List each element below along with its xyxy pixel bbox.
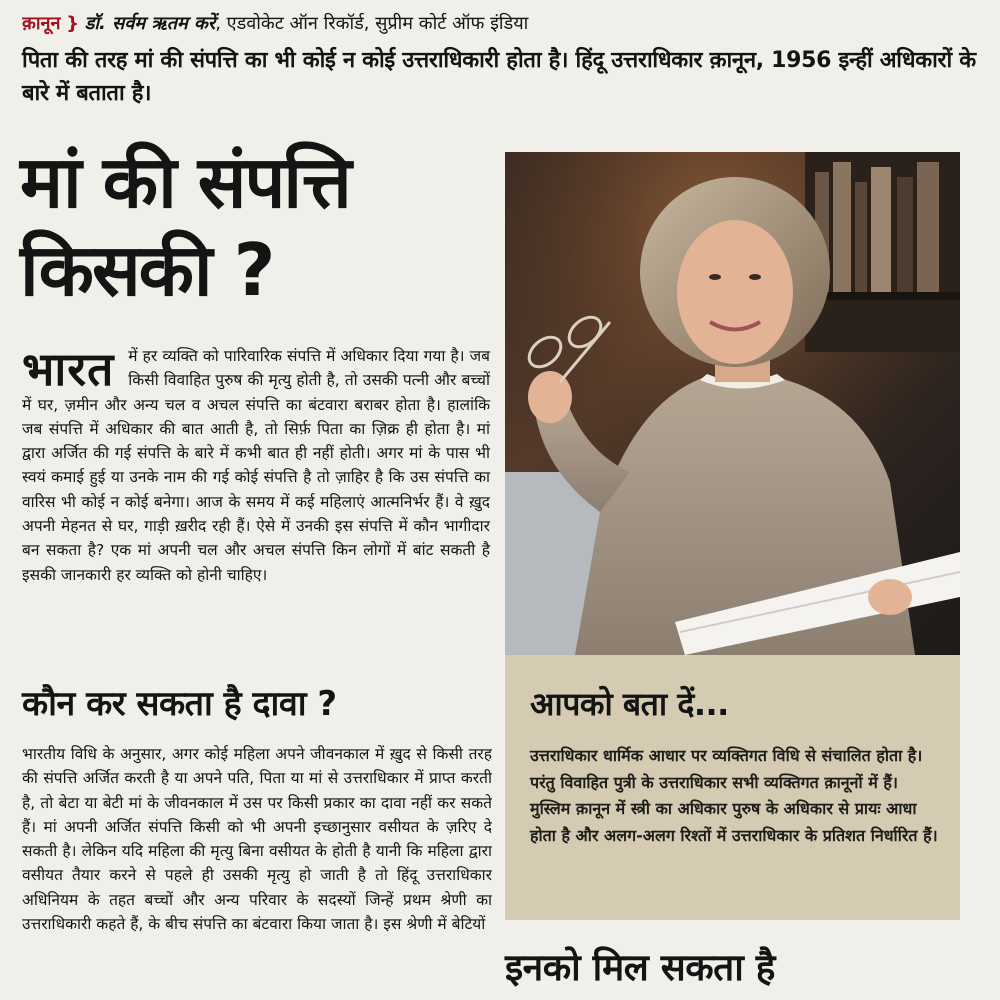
byline (22, 10, 982, 38)
info-box-title: आपको बता दें... (530, 685, 729, 723)
info-box-text: उत्तराधिकार धार्मिक आधार पर व्यक्तिगत विधि से संचालित होता है। परंतु विवाहित पुत्री के उत्तराधिकार सभी व्यक्तिगत क़ानूनों में हैं। मुस्लिम क़ानून में स्त्री का अधिकार पुरुष के अधिकार से प्रायः आधा होता है और अलग-अलग रिश्तों में उत्तराधिकार के प्रतिशत निर्धारित हैं। (530, 746, 938, 845)
category-brace: } (66, 13, 80, 34)
intro-paragraph (22, 344, 490, 587)
section1-text: भारतीय विधि के अनुसार, अगर कोई महिला अपने जीवनकाल में ख़ुद से किसी तरह की संपत्ति अर्जित करती है या अपने पति, पिता या मां से उत्तराधिकार में प्राप्त करती है, तो बेटा या बेटी मां के जीवनकाल में उस पर किसी प्रकार का दावा नहीं कर सकते हैं। मां अपनी अर्जित संपत्ति किसी को भी अपनी इच्छानुसार वसीयत के ज़रिए दे सकती है। लेकिन यदि महिला की मृत्यु बिना वसीयत के होती है यानी कि महिला द्वारा वसीयत तैयार करने से पहले ही उसकी मृत्यु हो जाती है तो हिंदू उत्तराधिकार अधिनियम के तहत बच्चों और अन्य परिवार के सदस्यों जिन्हें प्रथम श्रेणी का उत्तराधिकारी कहते हैं, के बीच संपत्ति का बंटवारा किया जाता है। इस श्रेणी में बेटियों (22, 745, 492, 934)
woman-reading-illustration (505, 152, 960, 655)
headline-line-1: मां की संपत्ति (20, 140, 350, 224)
section1-heading: कौन कर सकता है दावा ? (22, 684, 337, 724)
article-deck: पिता की तरह मां की संपत्ति का भी कोई न कोई उत्तराधिकारी होता है। हिंदू उत्तराधिकार क़ानून, 1956 इन्हीं अधिकारों के बारे में बताता है। (22, 48, 976, 106)
section2-heading: इनको मिल सकता है (505, 946, 775, 989)
headline-line-2: किसकी ? (20, 228, 274, 312)
intro-text: में हर व्यक्ति को पारिवारिक संपत्ति में अधिकार दिया गया है। जब किसी विवाहित पुरुष की मृत्यु होती है, तो उसकी पत्नी और बच्चों में घर, ज़मीन और अन्य चल व अचल संपत्ति का बंटवारा बराबर होता है। हालांकि जब संपत्ति में अधिकार की बात आती है, तो सिर्फ़ पिता का ज़िक्र ही होता है। मां द्वारा अर्जित की गई संपत्ति के बारे में कभी बात ही नहीं होती। अगर मां के पास भी स्वयं कमाई हुई या उनके नाम की गई कोई संपत्ति है तो ज़ाहिर है कि उस संपत्ति का वारिस भी कोई न कोई बनेगा। आज के समय में कई महिलाएं आत्मनिर्भर हैं। वे ख़ुद अपनी मेहनत से घर, गाड़ी ख़रीद रही हैं। ऐसे में उनकी इस संपत्ति में कौन भागीदार बन सकता है? एक मां अपनी चल और अचल संपत्ति किन लोगों में बांट सकती है इसकी जानकारी हर व्यक्ति को होनी चाहिए। (22, 347, 490, 584)
info-box (505, 655, 960, 920)
author-name: डॉ. सर्वम ऋतम करें (84, 13, 216, 34)
category-tag: क़ानून (22, 13, 61, 34)
drop-cap: भारत (22, 342, 115, 396)
article-headline (20, 138, 490, 314)
author-designation: , एडवोकेट ऑन रिकॉर्ड, सुप्रीम कोर्ट ऑफ इंडिया (215, 13, 529, 34)
article-photo (505, 152, 960, 655)
